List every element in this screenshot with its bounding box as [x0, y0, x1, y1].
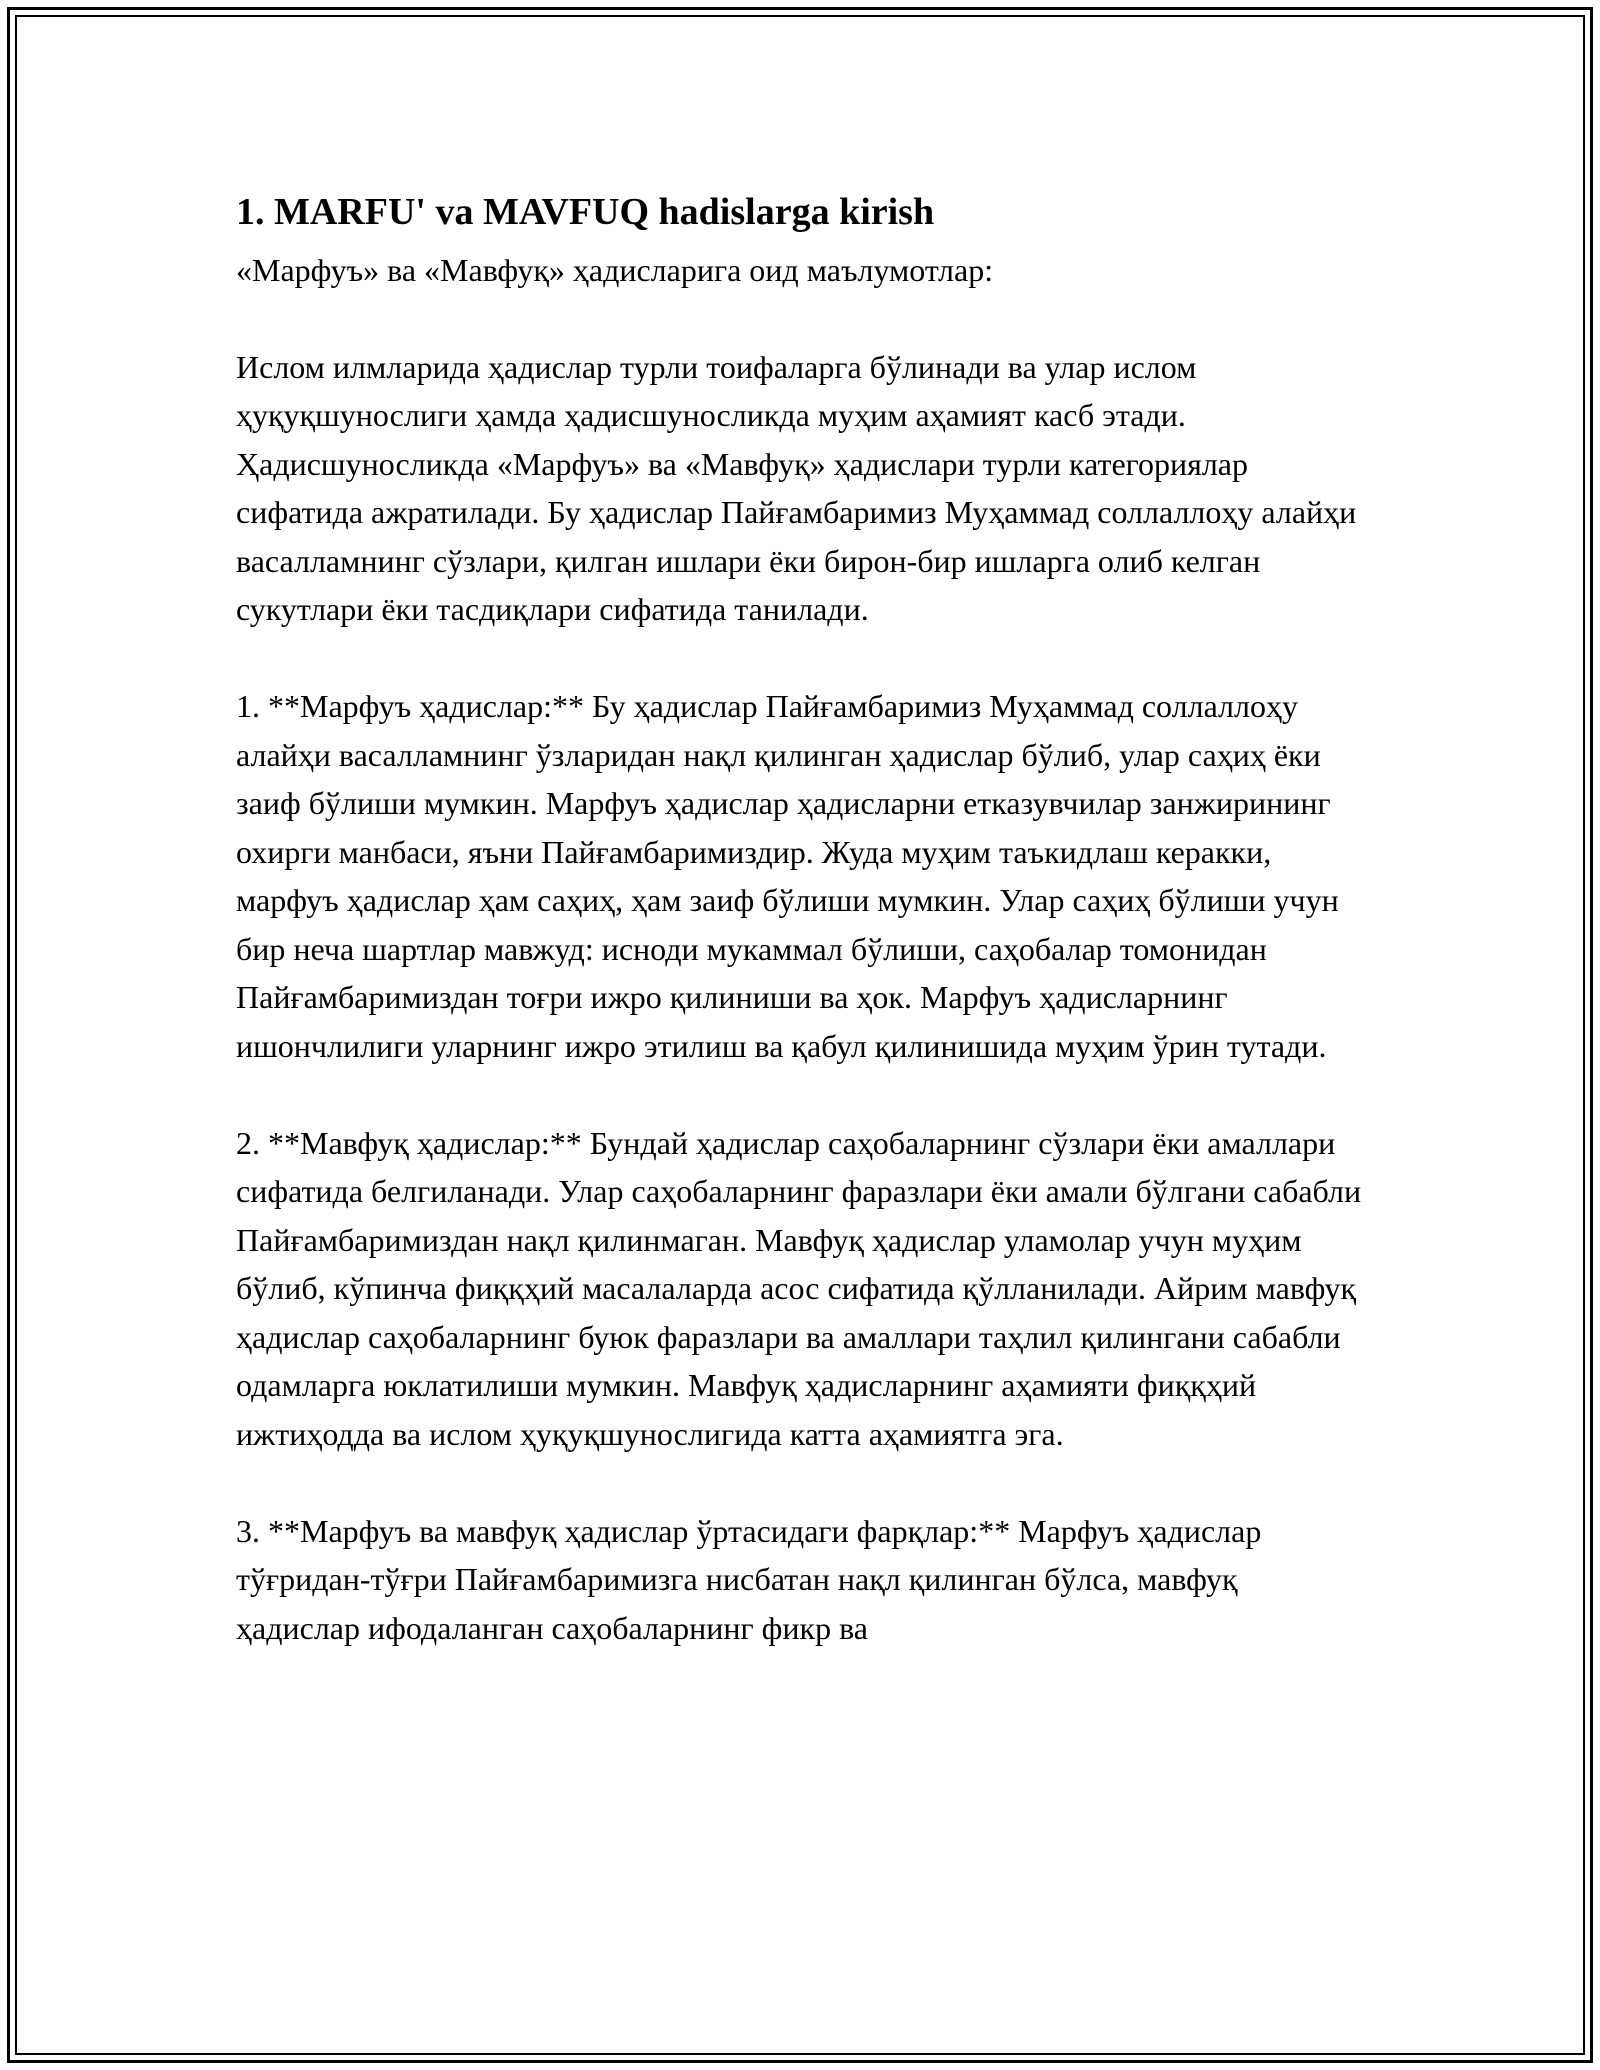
paragraph-mavquf: 2. **Мавфуқ ҳадислар:** Бундай ҳадислар саҳобаларнинг сўзлари ёки амаллари сифатида белгиланади. Улар саҳобаларнинг фаразлари ёки амали бўлгани сабабли Пайғамбаримиздан нақл қилинмаган. Мавфуқ ҳадислар уламолар учун муҳим бўлиб, кўпинча фиққҳий масалаларда асос сифатида қўлланилади. Айрим мавфуқ ҳадислар саҳобаларнинг буюк фаразлари ва амаллари таҳлил қилингани сабабли одамларга юклатилиши мумкин. Мавфуқ ҳадисларнинг аҳамияти фиққҳий ижтиҳодда ва ислом ҳуқуқшунослигида катта аҳамиятга эга. — [236, 1124, 1362, 1452]
paragraph-overview: Ислом илмларида ҳадислар турли тоифаларга бўлинади ва улар ислом ҳуқуқшунослиги ҳамда ҳадисшуносликда муҳим аҳамият касб этади. Ҳадисшуносликда «Марфуъ» ва «Мавфуқ» ҳадислари турли категориялар сифатида ажратилади. Бу ҳадислар Пайғамбаримиз Муҳаммад соллаллоҳу алайҳи васалламнинг сўзлари, қилган ишлари ёки бирон-бир ишларга олиб келган сукутлари ёки тасдиқлари сифатида танилади. — [236, 348, 1357, 627]
paragraph-marfu: 1. **Марфуъ ҳадислар:** Бу ҳадислар Пайғамбаримиз Муҳаммад соллаллоҳу алайҳи васалламнинг ўзларидан нақл қилинган ҳадислар бўлиб, улар саҳиҳ ёки заиф бўлиши мумкин. Марфуъ ҳадислар ҳадисларни етказувчилар занжирининг охирги манбаси, яъни Пайғамбаримиздир. Жуда муҳим таъкидлаш керакки, марфуъ ҳадислар ҳам саҳиҳ, ҳам заиф бўлиши мумкин. Улар саҳиҳ бўлиши учун бир неча шартлар мавжуд: исноди мукаммал бўлиши, саҳобалар томонидан Пайғамбаримиздан тоғри ижро қилиниши ва ҳок. Марфуъ ҳадисларнинг ишончлилиги уларнинг ижро этилиш ва қабул қилинишида муҳим ўрин тутади. — [236, 688, 1339, 1064]
paragraph-differences: 3. **Марфуъ ва мавфуқ ҳадислар ўртасидаги фарқлар:** Марфуъ ҳадислар тўғридан-тўғри Пайғамбаримизга нисбатан нақл қилинган бўлса, мавфуқ ҳадислар ифодаланган саҳобаларнинг фикр ва — [236, 1512, 1262, 1646]
document-title: 1. MARFU' va MAVFUQ hadislarga kirish — [236, 191, 935, 233]
document-body — [236, 184, 1366, 1701]
intro-line: «Марфуъ» ва «Мавфуқ» ҳадисларига оид маълумотлар: — [236, 252, 994, 288]
